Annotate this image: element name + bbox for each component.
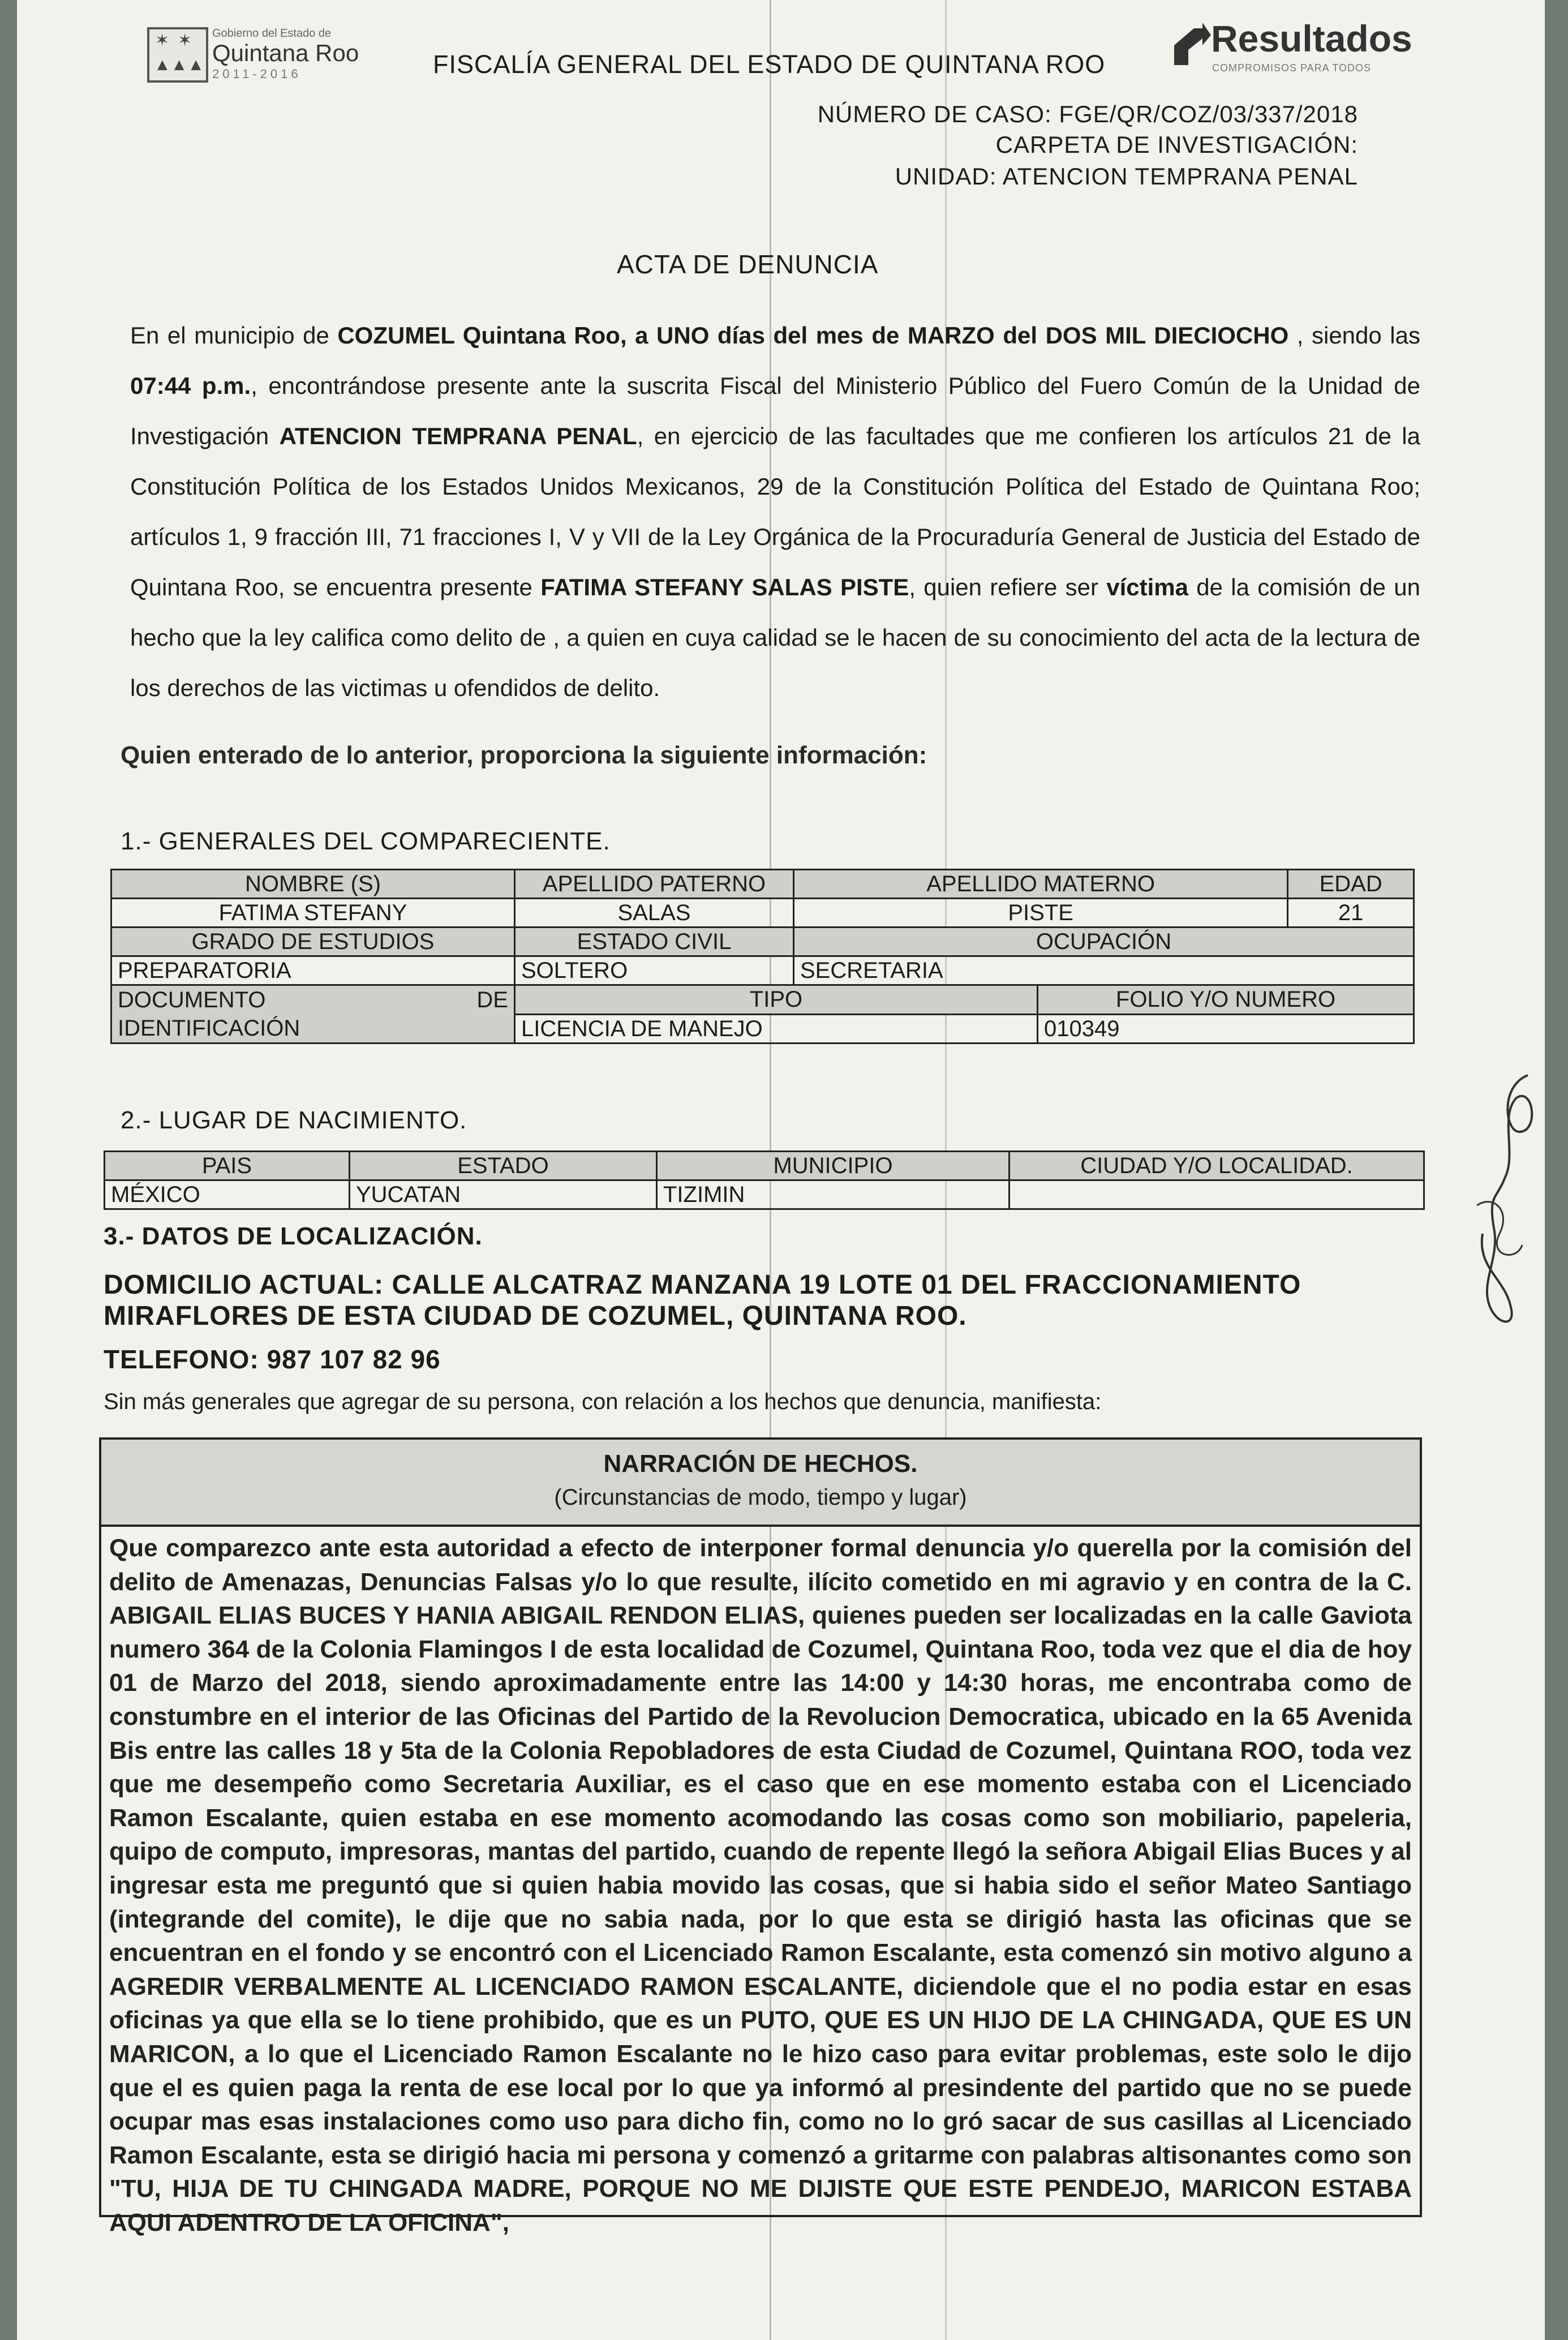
- header-nombre: NOMBRE (S): [111, 870, 515, 899]
- intro-role: víctima: [1106, 574, 1189, 600]
- intro-time: 07:44 p.m.: [130, 372, 251, 399]
- header-tipo: TIPO: [515, 985, 1038, 1015]
- intro-unit: ATENCION TEMPRANA PENAL: [279, 423, 637, 449]
- intro-text: En el municipio de: [130, 322, 338, 349]
- intro-text: , quien refiere ser: [909, 574, 1107, 600]
- document-title: ACTA DE DENUNCIA: [617, 250, 879, 279]
- generales-table: [110, 869, 1415, 1044]
- logo-left-years: 2011-2016: [212, 67, 302, 81]
- intro-person: FATIMA STEFANY SALAS PISTE: [540, 574, 909, 600]
- section3-title: 3.- DATOS DE LOCALIZACIÓN.: [104, 1222, 483, 1250]
- quintana-roo-logo: [147, 23, 385, 85]
- handwritten-signature: [1466, 1064, 1545, 1347]
- header-documento-text: DOCUMENTO: [118, 987, 266, 1012]
- header-paterno: APELLIDO PATERNO: [515, 870, 794, 899]
- header-documento-de: DE: [476, 987, 508, 1012]
- value-tipo: LICENCIA DE MANEJO: [515, 1014, 1038, 1044]
- value-nombre: FATIMA STEFANY: [111, 899, 515, 928]
- institution-title: FISCALÍA GENERAL DEL ESTADO DE QUINTANA ROO: [433, 50, 1106, 79]
- value-estado-civil: SOLTERO: [515, 956, 794, 985]
- value-ocupacion: SECRETARIA: [794, 956, 1414, 985]
- investigation-folder: CARPETA DE INVESTIGACIÓN:: [995, 131, 1358, 158]
- section2-title: 2.- LUGAR DE NACIMIENTO.: [121, 1106, 467, 1134]
- section1-title: 1.- GENERALES DEL COMPARECIENTE.: [121, 827, 611, 855]
- intro-text: de la comisión de un hecho que la ley califica como delito de , a quien en cuya calidad se le hacen de su conocimiento del acta de la lectura de los derechos de las victimas u ofendidos de delito.: [130, 574, 1420, 701]
- value-estado: YUCATAN: [350, 1180, 657, 1209]
- logo-left-small-text: Gobierno del Estado de: [212, 27, 332, 40]
- coat-of-arms-icon: ✶ ✶ ▲▲▲: [147, 27, 208, 83]
- narracion-header: [101, 1440, 1420, 1527]
- header-pais: PAIS: [105, 1152, 350, 1180]
- header-estado: ESTADO: [350, 1152, 657, 1180]
- logo-left-name: Quintana Roo: [212, 40, 359, 66]
- nacimiento-table: [104, 1150, 1425, 1210]
- narracion-text: Que comparezco ante esta autoridad a efecto de interponer formal denuncia y/o querella por la comisión del delito de Amenazas, Denuncias Falsas y/o lo que resulte, ilícito cometido en mi agravio y en contra de la C. ABIGAIL ELIAS BUCES Y HANIA ABIGAIL RENDON ELIAS, quienes pueden ser localizadas en la calle Gaviota numero 364 de la Colonia Flamingos I de esta localidad de Cozumel, Quintana Roo, toda vez que el dia de hoy 01 de Marzo del 2018, siendo aproximadamente entre las 14:00 y 14:30 horas, me encontraba como de constumbre en el interior de las Oficinas del Partido de la Revolucion Democratica, ubicado en la 65 Avenida Bis entre las calles 18 y 5ta de la Colonia Repobladores de esta Ciudad de Cozumel, Quintana ROO, toda vez que me desempeño como Secretaria Auxiliar, es el caso que en ese momento estaba con el Licenciado Ramon Escalante, quien estaba en ese momento acomodando las cosas como son mobiliario, papeleria, quipo de computo, impresoras, mantas del partido, cuando de repente llegó la señora Abigail Elias Buces y al ingresar esta me preguntó que si quien habia movido las cosas, que si habia sido el señor Mateo Santiago (integrande del comite), le dije que no sabia nada, por lo que esta se dirigió hasta las oficinas que se encuentran en el fondo y se encontró con el Licenciado Ramon Escalante, esta comenzó sin motivo alguno a AGREDIR VERBALMENTE AL LICENCIADO RAMON ESCALANTE, diciendole que el no podia estar en esas oficinas ya que ella se lo tiene prohibido, que es un PUTO, QUE ES UN HIJO DE LA CHINGADA, QUE ES UN MARICON, a lo que el Licenciado Ramon Escalante no le hizo caso para evitar problemas, este solo le dijo que el es quien paga la renta de ese local por lo que ya informó al presindente del partido que no se puede ocupar mas esas instalaciones como uso para dicho fin, como no lo gró sacar de sus casillas al Licenciado Ramon Escalante, esta se dirigió hacia mi persona y comenzó a gritarme con palabras altisonantes como son "TU, HIJA DE TU CHINGADA MADRE, PORQUE NO ME DIJISTE QUE ESTE PENDEJO, MARICON ESTABA AQUI ADENTRO DE LA OFICINA",: [109, 1534, 1412, 2236]
- document-page: [17, 0, 1545, 2340]
- value-paterno: SALAS: [515, 899, 794, 928]
- arrow-logo-icon: [1171, 23, 1211, 68]
- intro-text: , en ejercicio de las facultades que me confieren los artículos 21 de la Constitución Política de los Estados Unidos Mexicanos, 29 de la Constitución Política del Estado de Quintana Roo; artículos 1, 9 fracción III, 71 fracciones I, V y VII de la Ley Orgánica de la Procuraduría General de Justicia del Estado de Quintana Roo, se encuentra presente: [130, 423, 1420, 600]
- narracion-subtitle: (Circunstancias de modo, tiempo y lugar): [554, 1485, 967, 1510]
- case-number: NÚMERO DE CASO: FGE/QR/COZ/03/337/2018: [817, 101, 1358, 127]
- header-materno: APELLIDO MATERNO: [794, 870, 1288, 899]
- value-folio: 010349: [1037, 1014, 1414, 1044]
- intro-text: , siendo las: [1288, 322, 1420, 349]
- lead-sentence: Quien enterado de lo anterior, proporciona la siguiente información:: [121, 741, 927, 769]
- address-line-1: DOMICILIO ACTUAL: CALLE ALCATRAZ MANZANA 19 LOTE 01 DEL FRACCIONAMIENTO: [104, 1270, 1301, 1300]
- header-folio: FOLIO Y/O NUMERO: [1037, 985, 1414, 1015]
- intro-paragraph: [130, 310, 1420, 713]
- value-edad: 21: [1288, 899, 1414, 928]
- header-identificacion-text: IDENTIFICACIÓN: [118, 1016, 300, 1041]
- logo-right-name: Resultados: [1211, 18, 1412, 59]
- header-edad: EDAD: [1288, 870, 1414, 899]
- logo-right-tagline: COMPROMISOS PARA TODOS: [1212, 62, 1372, 74]
- sin-mas-generales: Sin más generales que agregar de su persona, con relación a los hechos que denuncia, manifiesta:: [104, 1389, 1102, 1414]
- resultados-logo: [1171, 17, 1412, 79]
- intro-text: , encontrándose presente ante la suscrita Fiscal del Ministerio Público del Fuero Común de la Unidad de Investigación: [130, 372, 1420, 449]
- narracion-title: NARRACIÓN DE HECHOS.: [603, 1450, 918, 1478]
- header-estudios: GRADO DE ESTUDIOS: [111, 928, 515, 956]
- header-ocupacion: OCUPACIÓN: [794, 928, 1414, 956]
- header-documento: [111, 985, 515, 1044]
- value-pais: MÉXICO: [105, 1180, 350, 1209]
- address-line-2: MIRAFLORES DE ESTA CIUDAD DE COZUMEL, QUINTANA ROO.: [104, 1301, 967, 1331]
- header-ciudad: CIUDAD Y/O LOCALIDAD.: [1009, 1152, 1424, 1180]
- narracion-box: [99, 1437, 1422, 2236]
- value-materno: PISTE: [794, 899, 1288, 928]
- value-estudios: PREPARATORIA: [111, 956, 515, 985]
- phone: TELEFONO: 987 107 82 96: [104, 1345, 441, 1374]
- value-municipio: TIZIMIN: [657, 1180, 1009, 1209]
- value-ciudad: [1009, 1180, 1424, 1209]
- header-estado-civil: ESTADO CIVIL: [515, 928, 794, 956]
- intro-place-date: COZUMEL Quintana Roo, a UNO días del mes de MARZO del DOS MIL DIECIOCHO: [337, 322, 1289, 349]
- unit: UNIDAD: ATENCION TEMPRANA PENAL: [895, 163, 1358, 190]
- header-municipio: MUNICIPIO: [657, 1152, 1009, 1180]
